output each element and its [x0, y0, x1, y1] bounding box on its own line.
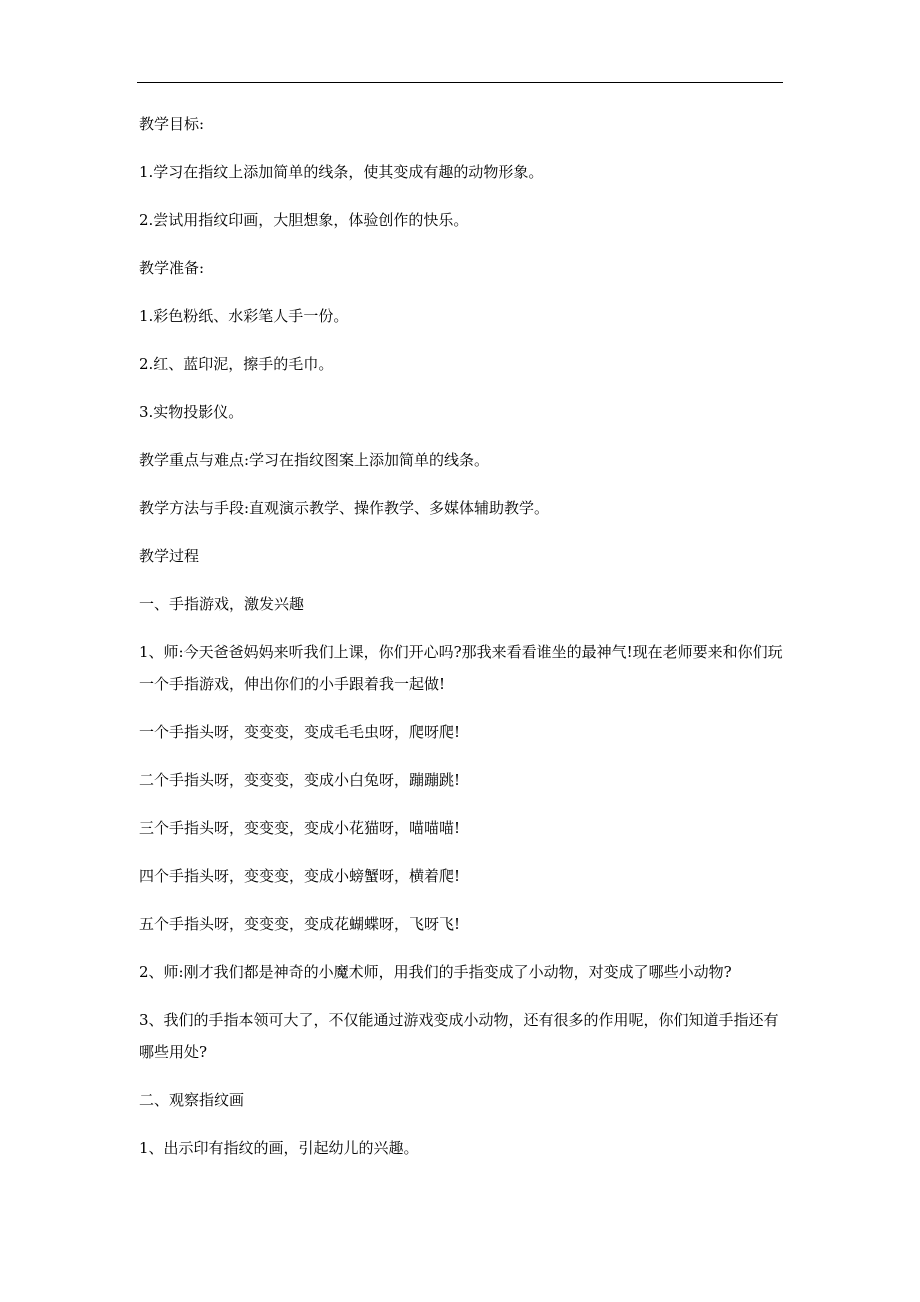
section-heading-process: 教学过程 [139, 547, 200, 565]
goal-item-2: 2.尝试用指纹印画，大胆想象，体验创作的快乐。 [139, 211, 469, 229]
process-step-1: 1、师:今天爸爸妈妈来听我们上课，你们开心吗?那我来看看谁坐的最神气!现在老师要来和你们玩一个手指游戏，伸出你们的小手跟着我一起做! [139, 643, 783, 693]
section-heading-goals: 教学目标: [139, 115, 205, 133]
goal-item-1: 1.学习在指纹上添加简单的线条，使其变成有趣的动物形象。 [139, 163, 544, 181]
process-step-3: 3、我们的手指本领可大了，不仅能通过游戏变成小动物，还有很多的作用呢，你们知道手指还有哪些用处? [139, 1011, 779, 1061]
process-step-2: 2、师:刚才我们都是神奇的小魔术师，用我们的手指变成了小动物，对变成了哪些小动物? [139, 963, 732, 981]
preparation-item-1: 1.彩色粉纸、水彩笔人手一份。 [139, 307, 349, 325]
rhyme-line-4: 四个手指头呀，变变变，变成小螃蟹呀，横着爬! [139, 867, 461, 885]
rhyme-line-5: 五个手指头呀，变变变，变成花蝴蝶呀，飞呀飞! [139, 915, 461, 933]
subsection-heading-finger-game: 一、手指游戏，激发兴趣 [139, 595, 305, 613]
observe-step-1: 1、出示印有指纹的画，引起幼儿的兴趣。 [139, 1139, 419, 1157]
preparation-item-2: 2.红、蓝印泥，擦手的毛巾。 [139, 355, 334, 373]
document-body [139, 108, 787, 1180]
subsection-heading-observe: 二、观察指纹画 [139, 1091, 245, 1109]
rhyme-line-1: 一个手指头呀，变变变，变成毛毛虫呀，爬呀爬! [139, 723, 461, 741]
rhyme-line-2: 二个手指头呀，变变变，变成小白兔呀，蹦蹦跳! [139, 771, 461, 789]
header-rule [137, 82, 783, 83]
key-points-paragraph: 教学重点与难点:学习在指纹图案上添加简单的线条。 [139, 451, 490, 469]
preparation-item-3: 3.实物投影仪。 [139, 403, 244, 421]
section-heading-preparation: 教学准备: [139, 259, 205, 277]
rhyme-line-3: 三个手指头呀，变变变，变成小花猫呀，喵喵喵! [139, 819, 461, 837]
methods-paragraph: 教学方法与手段:直观演示教学、操作教学、多媒体辅助教学。 [139, 499, 550, 517]
